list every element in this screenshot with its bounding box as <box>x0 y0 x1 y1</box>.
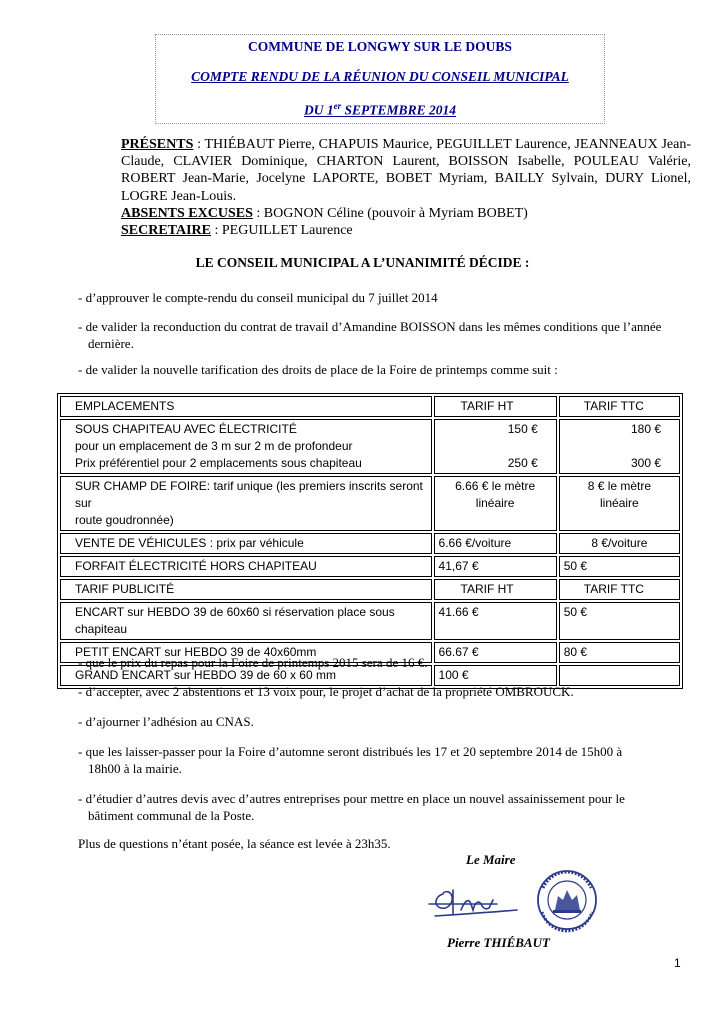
mairie-stamp <box>538 871 596 931</box>
cell-line: 180 € <box>630 422 661 436</box>
item-text: - de valider la nouvelle tarification des droits de place de la Foire de printemps comme suit : <box>78 362 558 377</box>
table-cell: 80 € <box>559 642 680 663</box>
table-cell: ENCART sur HEBDO 39 de 60x60 si réservation place sous chapiteau <box>60 602 432 640</box>
cell-line: Prix préférentiel pour 2 emplacements sous chapiteau <box>75 456 362 470</box>
commune-name: COMMUNE DE LONGWY SUR LE DOUBS <box>248 39 512 54</box>
page-number: 1 <box>674 956 681 970</box>
cell-line: SUR CHAMP DE FOIRE: tarif unique (les premiers inscrits seront sur <box>75 479 423 510</box>
table-cell: 41.66 € <box>434 602 557 640</box>
cell-line: 150 € <box>507 422 538 436</box>
cell-line: linéaire <box>600 496 639 510</box>
table-row <box>60 556 680 577</box>
table-row <box>60 533 680 554</box>
cell-line: route goudronnée) <box>75 513 174 527</box>
table-cell: TARIF TTC <box>559 579 680 600</box>
item-text-continued: dernière. <box>88 336 134 351</box>
table-row <box>60 476 680 531</box>
decision-item <box>78 318 665 352</box>
presents-paragraph <box>121 136 691 205</box>
table-row <box>60 419 680 474</box>
table-cell: 8 €/voiture <box>559 533 680 554</box>
signatory-title: Le Maire <box>466 852 516 867</box>
decision-item <box>78 743 665 777</box>
absents-label: ABSENTS EXCUSES <box>121 205 253 221</box>
tarif-table <box>57 393 683 689</box>
handwritten-signature <box>429 890 517 916</box>
table-cell: 50 € <box>559 602 680 640</box>
table-cell: 6.66 €/voiture <box>434 533 557 554</box>
item-text: - que le prix du repas pour la Foire de printemps 2015 sera de 16 €. <box>78 655 428 670</box>
cell-spacer <box>439 438 538 455</box>
presents-list: : THIÉBAUT Pierre, CHAPUIS Maurice, PEGUILLET Laurence, JEANNEAUX Jean-Claude, CLAVIER Dominique, CHARTON Laurent, BOISSON Isabelle, POULEAU Valérie, ROBERT Jean-Marie, Jocelyne LAPORTE, BOBET Myriam, BAILLY Sylvain, DURY Lionel, LOGRE Jean-Louis. <box>121 137 691 204</box>
date-prefix: DU 1 <box>304 102 334 118</box>
cell-line: 8 € le mètre <box>587 479 652 493</box>
signature-stamp-image <box>425 870 605 934</box>
table-cell: PETIT ENCART sur HEBDO 39 de 40x60mm <box>60 642 432 663</box>
cell-line: 300 € <box>630 456 661 470</box>
table-header-row <box>60 396 680 417</box>
date-superscript: er <box>333 101 342 111</box>
table-cell <box>559 476 680 531</box>
item-text: - d’approuver le compte-rendu du conseil municipal du 7 juillet 2014 <box>78 290 438 305</box>
table-cell <box>60 476 432 531</box>
table-row <box>60 602 680 640</box>
table-row <box>60 579 680 600</box>
secretaire-name: : PEGUILLET Laurence <box>211 223 353 239</box>
cell-spacer <box>564 438 661 455</box>
decision-item <box>78 361 665 378</box>
item-text-continued: 18h00 à la mairie. <box>88 761 182 776</box>
table-cell <box>60 419 432 474</box>
table-cell <box>559 419 680 474</box>
decision-item <box>78 790 665 824</box>
table-cell: 41,67 € <box>434 556 557 577</box>
absents-paragraph <box>121 205 691 222</box>
cell-line: pour un emplacement de 3 m sur 2 m de profondeur <box>75 439 353 453</box>
header-cell: EMPLACEMENTS <box>60 396 432 417</box>
table-cell <box>434 419 557 474</box>
item-text: - d’accepter, avec 2 abstentions et 13 voix pour, le projet d’achat de la propriété OMBROUCK. <box>78 684 574 699</box>
decision-item <box>78 683 665 700</box>
date-suffix: SEPTEMBRE 2014 <box>341 102 456 118</box>
item-text: - d’ajourner l’adhésion au CNAS. <box>78 714 254 729</box>
table-cell: 66.67 € <box>434 642 557 663</box>
closing-statement: Plus de questions n’étant posée, la séance est levée à 23h35. <box>78 836 391 851</box>
document-title: COMPTE RENDU DE LA RÉUNION DU CONSEIL MUNICIPAL <box>191 69 569 84</box>
cell-line: 250 € <box>507 456 538 470</box>
table-cell <box>434 476 557 531</box>
header-cell: TARIF HT <box>434 396 557 417</box>
secretaire-label: SECRETAIRE <box>121 223 211 239</box>
document-header <box>155 34 605 124</box>
cell-line: linéaire <box>475 496 515 510</box>
attendance-block <box>121 136 691 239</box>
table-cell: 50 € <box>559 556 680 577</box>
presents-label: PRÉSENTS <box>121 137 194 152</box>
absents-list: : BOGNON Céline (pouvoir à Myriam BOBET) <box>252 205 528 221</box>
mayor-name: Pierre THIÉBAUT <box>447 935 550 950</box>
item-text: - de valider la reconduction du contrat de travail d’Amandine BOISSON dans les mêmes conditions que l’année <box>78 319 662 334</box>
item-text-continued: bâtiment communal de la Poste. <box>88 808 255 823</box>
table-cell: TARIF PUBLICITÉ <box>60 579 432 600</box>
header-cell: TARIF TTC <box>559 396 680 417</box>
cell-line: 6.66 € le mètre <box>455 479 536 493</box>
decision-item <box>78 654 665 671</box>
secretaire-paragraph <box>121 222 691 239</box>
item-text: - d’étudier d’autres devis avec d’autres entreprises pour mettre en place un nouvel assainissement pour le <box>78 791 625 806</box>
decision-item <box>78 289 665 306</box>
decision-heading: LE CONSEIL MUNICIPAL A L’UNANIMITÉ DÉCIDE : <box>195 255 530 270</box>
decision-item <box>78 713 665 730</box>
table-cell: 100 € <box>434 665 557 686</box>
item-text: - que les laisser-passer pour la Foire d’automne seront distribués les 17 et 20 septembre 2014 de 15h00 à <box>78 744 623 759</box>
cell-line: SOUS CHAPITEAU AVEC ÉLECTRICITÉ <box>75 422 297 436</box>
table-cell: GRAND ENCART sur HEBDO 39 de 60 x 60 mm <box>60 665 432 686</box>
table-cell: VENTE DE VÉHICULES : prix par véhicule <box>60 533 432 554</box>
table-cell: TARIF HT <box>434 579 557 600</box>
meeting-date <box>156 101 604 119</box>
table-cell: FORFAIT ÉLECTRICITÉ HORS CHAPITEAU <box>60 556 432 577</box>
